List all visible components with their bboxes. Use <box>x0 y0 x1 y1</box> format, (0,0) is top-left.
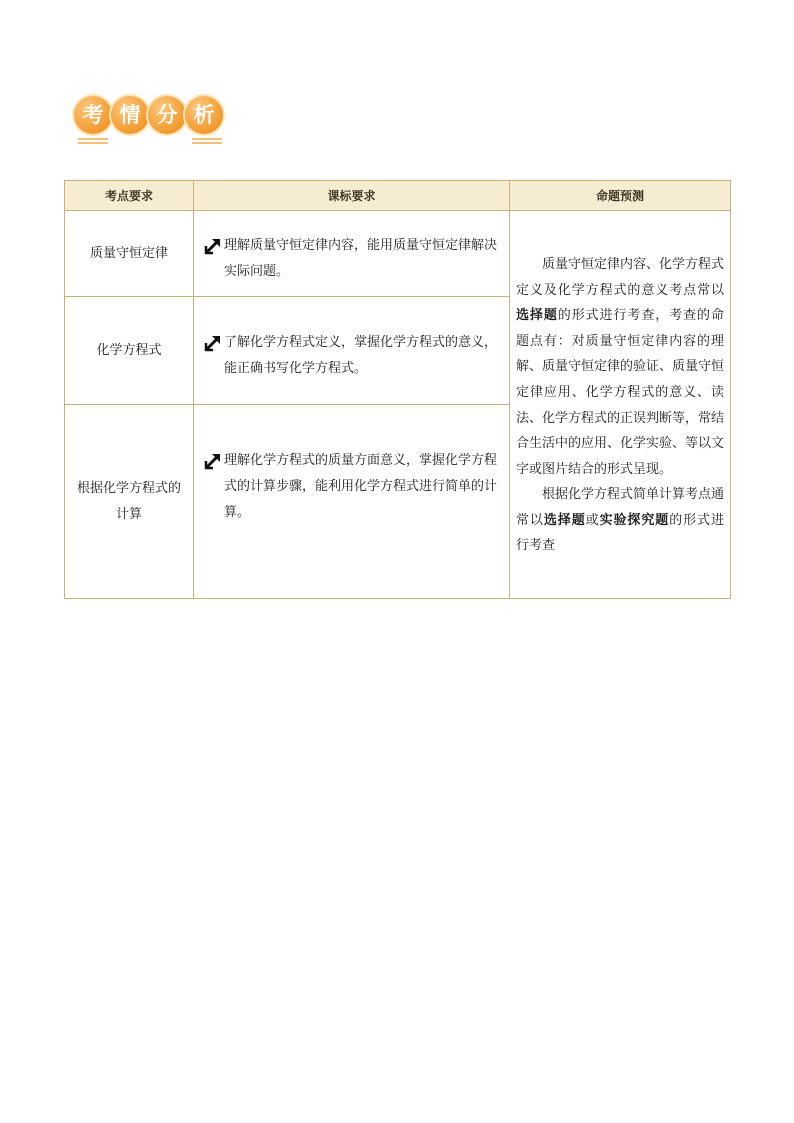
diagonal-arrow-icon <box>202 236 224 256</box>
topic-cell: 质量守恒定律 <box>65 211 194 297</box>
badge-underline-right-2 <box>192 142 222 144</box>
requirement-cell <box>194 211 510 297</box>
requirement-cell <box>194 405 510 599</box>
badge-underline-left-2 <box>78 142 108 144</box>
requirement-text: 了解化学方程式定义，掌握化学方程式的意义，能正确书写化学方程式。 <box>224 334 498 376</box>
section-badge <box>74 96 234 148</box>
badge-char-1: 考 <box>74 96 112 134</box>
badge-char-4: 析 <box>185 96 223 134</box>
badge-underline-left <box>78 138 108 140</box>
badge-underline-right <box>192 138 222 140</box>
table-header-row <box>65 181 731 211</box>
requirement-text: 理解质量守恒定律内容，能用质量守恒定律解决实际问题。 <box>224 237 498 279</box>
prediction-paragraph-2: 根据化学方程式简单计算考点通常以选择题或实验探究题的形式进行考查 <box>516 487 725 554</box>
column-header-topic: 考点要求 <box>65 181 194 211</box>
diagonal-arrow-icon <box>202 333 224 353</box>
column-header-prediction: 命题预测 <box>510 181 731 211</box>
column-header-requirement: 课标要求 <box>194 181 510 211</box>
requirement-cell <box>194 297 510 405</box>
table-row <box>65 211 731 297</box>
prediction-paragraph-1: 质量守恒定律内容、化学方程式定义及化学方程式的意义考点常以选择题的形式进行考查，考查的命题点有：对质量守恒定律内容的理解、质量守恒定律的验证、质量守恒定律应用、化学方程式的意义、读法、化学方程式的正误判断等，常结合生活中的应用、化学实验、等以文字或图片结合的形式呈现。 <box>516 256 725 477</box>
badge-char-3: 分 <box>148 96 186 134</box>
diagonal-arrow-icon <box>202 451 224 471</box>
exam-analysis-table <box>64 180 731 599</box>
requirement-text: 理解化学方程式的质量方面意义，掌握化学方程式的计算步骤，能利用化学方程式进行简单的计算。 <box>224 452 498 520</box>
badge-char-2: 情 <box>111 96 149 134</box>
topic-cell: 化学方程式 <box>65 297 194 405</box>
topic-cell: 根据化学方程式的计算 <box>65 405 194 599</box>
prediction-cell <box>510 211 731 599</box>
